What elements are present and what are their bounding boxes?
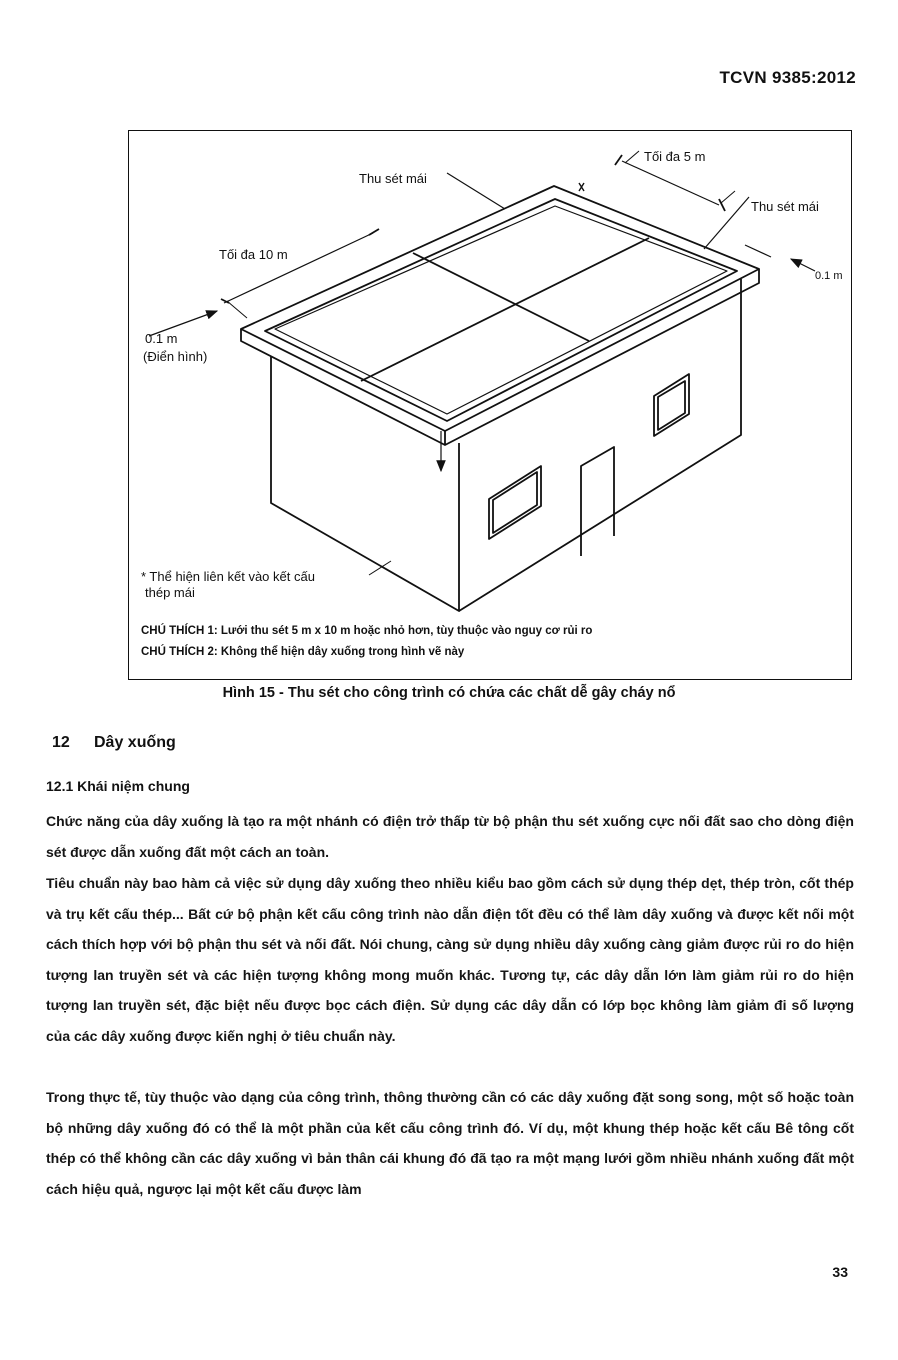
page-number: 33 <box>832 1264 848 1280</box>
building-diagram <box>129 131 853 681</box>
window-left <box>489 466 541 539</box>
section-heading <box>52 734 176 752</box>
subsection-number: 12.1 <box>46 778 74 794</box>
figure-note-1: CHÚ THÍCH 1: Lưới thu sét 5 m x 10 m hoặc nhỏ hơn, tùy thuộc vào nguy cơ rủi ro <box>141 625 593 637</box>
section-number: 12 <box>52 734 70 751</box>
roof-front-edge <box>445 269 759 445</box>
label-max-5m: Tối đa 5 m <box>644 149 706 164</box>
paragraph-1: Chức năng của dây xuống là tạo ra một nhánh có điện trở thấp từ bộ phận thu sét xuống cực nối đất sao cho dòng điện sét được dẫn xuống đất một cách an toàn. <box>46 813 854 860</box>
section-title: Dây xuống <box>94 734 176 751</box>
front-wall <box>459 279 741 611</box>
paragraph-3: Trong thực tế, tùy thuộc vào dạng của công trình, thông thường cần có các dây xuống đặt song song, một số hoặc toàn bộ những dây xuống đó có thể là một phần của kết cấu công trình đó. Ví dụ, một khung thép hoặc kết cấu Bê tông cốt thép có thể không cần các dây xuống vì bản thân cái khung đó đã tạo ra một mạng lưới gồm nhiều nhánh xuống đất một cách hiệu quả, ngược lại một kết cấu được làm <box>46 1089 854 1197</box>
standard-code: TCVN 9385:2012 <box>719 68 856 87</box>
window-right-inner <box>658 381 685 430</box>
mesh-line-1 <box>361 238 649 381</box>
door <box>581 447 614 556</box>
label-roof-terminal-right: Thu sét mái <box>751 199 819 214</box>
figure-15 <box>128 130 852 680</box>
legend-star-2: thép mái <box>145 585 195 600</box>
window-left-inner <box>493 472 537 533</box>
figure-note-2: CHÚ THÍCH 2: Không thể hiện dây xuống trong hình vẽ này <box>141 646 465 658</box>
label-roof-terminal-left: Thu sét mái <box>359 171 427 186</box>
figure-caption: Hình 15 - Thu sét cho công trình có chứa các chất dễ gây cháy nổ <box>222 685 676 701</box>
subsection-title: Khái niệm chung <box>77 778 190 794</box>
mesh-line-2 <box>413 253 589 341</box>
subsection-heading <box>46 778 190 794</box>
label-typical: (Điển hình) <box>143 349 208 364</box>
label-offset-right: 0.1 m <box>815 270 843 282</box>
label-offset-left: 0.1 m <box>145 331 178 346</box>
label-max-10m: Tối đa 10 m <box>219 247 288 262</box>
legend-star: * Thể hiện liên kết vào kết cấu <box>141 569 315 584</box>
paragraph-2: Tiêu chuẩn này bao hàm cả việc sử dụng dây xuống theo nhiều kiểu bao gồm cách sử dụng thép dẹt, thép tròn, cốt thép và trụ kết cấu thép... Bất cứ bộ phận kết cấu công trình nào dẫn điện tốt đều có thể làm dây xuống và được kết nối một cách thích hợp với bộ phận thu sét và nối đất. Nói chung, càng sử dụng nhiều dây xuống càng giảm được rủi ro do hiện tượng lan truyền sét và các hiện tượng không mong muốn khác. Tương tự, các dây dẫn lớn làm giảm rủi ro do hiện tượng lan truyền sét, đặc biệt nếu được bọc cách điện. Sử dụng các dây dẫn có lớp bọc không làm giảm đi số lượng của các dây xuống được kiến nghị ở tiêu chuẩn này. <box>46 875 854 1044</box>
window-right <box>654 374 689 436</box>
